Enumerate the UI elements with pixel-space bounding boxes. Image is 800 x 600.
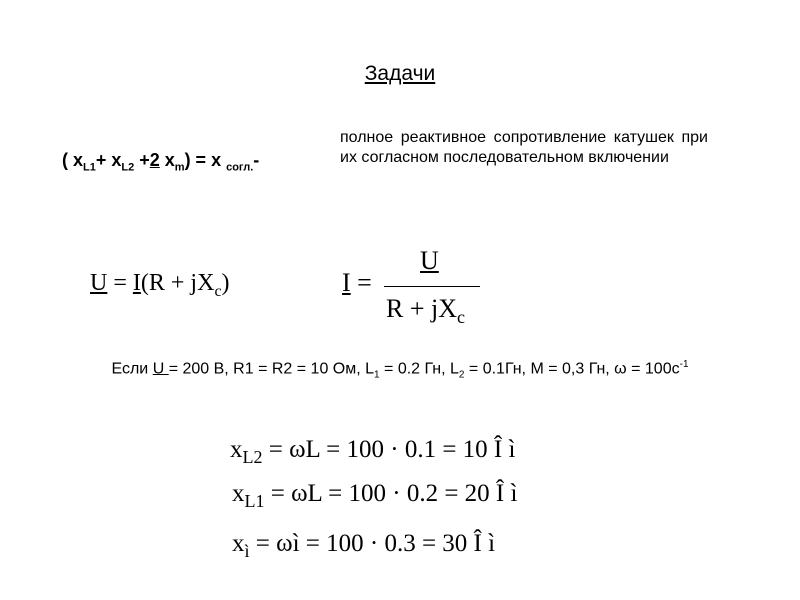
current-formula-denominator: $R + jX_c$ [386, 294, 466, 328]
page-title: Задачи [364, 62, 436, 85]
calc-xm: $x_ì$ = ωì = 100 · 0.3 = 30 Î ì [232, 530, 496, 561]
ohm-law-formula: $U = I(R + jX_c)$ [90, 270, 230, 300]
calc-xl2: $x_{L2} = \omega L = 100 \cdot 0.1 = 10$ Î ì [230, 436, 516, 467]
series-reactance-formula: ( $x_{L1}+ x_{L2} +2$ $x_m) = x$ $_{согл.}$- [62, 150, 260, 174]
current-formula-lhs: I = [342, 268, 372, 297]
calc-xl1: $x_{L1} = \omega L = 100 \cdot 0.2 = 20$ Î ì [232, 480, 518, 511]
current-formula-numerator: U [420, 246, 439, 275]
given-values: Если U = 200 В, R1 = R2 = 10 Ом, $L_1 = 0.2$ Гн, $L_2 = 0.1Гн$, М = 0,3 Гн, $\omega = 100с^{-1}$ [111, 359, 689, 381]
formula-description: полное реактивное сопротивление катушек при их согласном последовательном включении [340, 129, 708, 166]
fraction-bar [384, 286, 480, 287]
